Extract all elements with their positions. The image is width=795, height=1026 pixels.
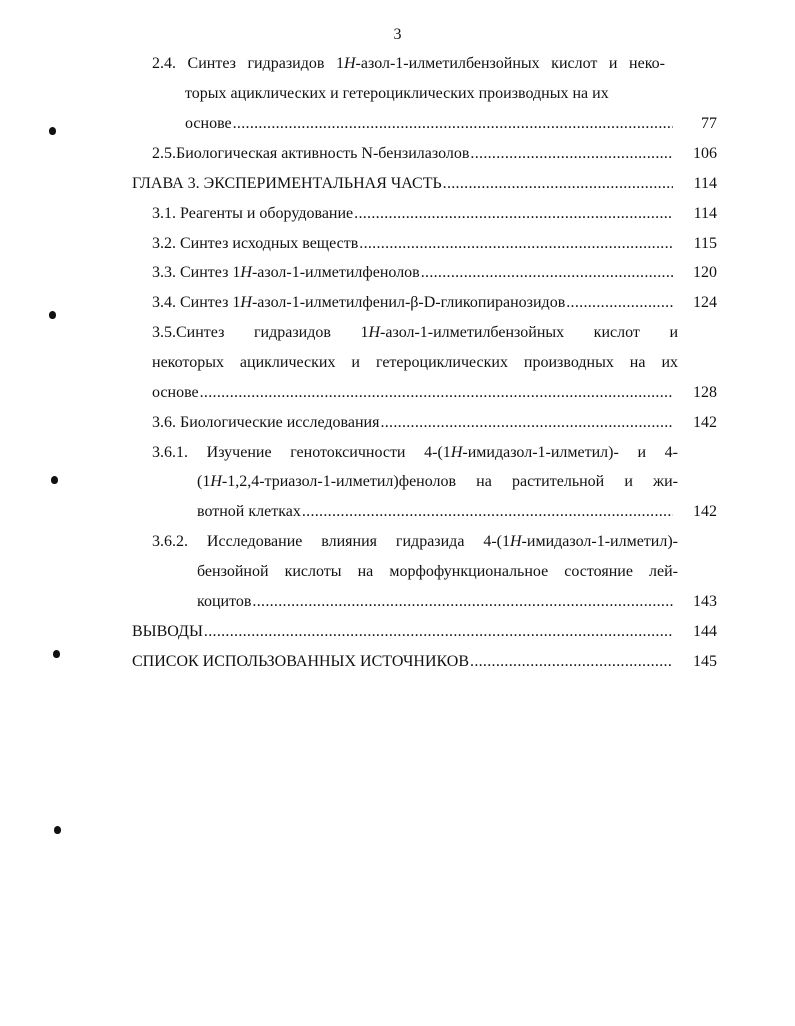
leader-dots <box>443 174 673 194</box>
toc-entry-3-6-1-line2: (1H-1,2,4-триазол-1-илметил)фенолов на растительной и жи- <box>197 473 678 490</box>
toc-page-conclusions: 144 <box>693 623 717 640</box>
toc-entry-3-5-line2: некоторых ациклических и гетероциклических производных на их <box>152 354 678 371</box>
scan-mark <box>49 311 56 319</box>
toc-entry-3-4-text: 3.4. Синтез 1H-азол-1-илметилфенил-β-D-гликопиранозидов <box>152 294 566 311</box>
toc-entry-3-5-line1: 3.5.Синтез гидразидов 1H-азол-1-илметилбензойных кислот и <box>152 324 678 341</box>
toc-page-references: 145 <box>693 653 717 670</box>
toc-chapter-3 <box>132 174 673 194</box>
toc-entry-2-5 <box>152 144 673 164</box>
toc-entry-3-6-2-line2: бензойной кислоты на морфофункциональное состояние лей- <box>197 563 678 580</box>
toc-page-2-5: 106 <box>693 145 717 162</box>
scan-mark <box>53 650 60 658</box>
leader-dots <box>252 592 673 612</box>
leader-dots <box>421 263 673 283</box>
toc-page-chapter-3: 114 <box>693 175 717 192</box>
leader-dots <box>302 502 673 522</box>
toc-conclusions <box>132 622 673 642</box>
toc-entry-3-6 <box>152 413 673 433</box>
toc-page-3-2: 115 <box>693 235 717 252</box>
toc-page-3-6-2: 143 <box>693 593 717 610</box>
toc-entry-3-1 <box>152 204 673 224</box>
toc-entry-3-6-text: 3.6. Биологические исследования <box>152 414 380 431</box>
toc-entry-3-6-2-line1: 3.6.2. Исследование влияния гидразида 4-(1H-имидазол-1-илметил)- <box>152 533 678 550</box>
toc-entry-3-6-1-text: вотной клетках <box>197 503 301 520</box>
toc-entry-3-5-text: основе <box>152 384 199 401</box>
toc-entry-3-3-text: 3.3. Синтез 1H-азол-1-илметилфенолов <box>152 264 420 281</box>
leader-dots <box>470 652 673 672</box>
toc-entry-3-6-1-line3 <box>197 502 673 522</box>
leader-dots <box>200 383 673 403</box>
scan-mark <box>54 826 61 834</box>
toc-chapter-3-text: ГЛАВА 3. ЭКСПЕРИМЕНТАЛЬНАЯ ЧАСТЬ <box>132 175 442 192</box>
toc-page-3-4: 124 <box>693 294 717 311</box>
toc-page-2-4: 77 <box>701 115 717 132</box>
toc-page-3-6: 142 <box>693 414 717 431</box>
toc-entry-3-6-2-text: коцитов <box>197 593 252 610</box>
leader-dots <box>354 204 673 224</box>
toc-entry-3-4 <box>152 293 673 313</box>
toc-page-3-1: 114 <box>693 205 717 222</box>
toc-entry-2-4-line2: торых ациклических и гетероциклических производных на их <box>185 85 609 102</box>
toc-entry-3-5-line3 <box>152 383 673 403</box>
leader-dots <box>359 234 673 254</box>
leader-dots <box>566 293 673 313</box>
toc-entry-3-1-text: 3.1. Реагенты и оборудование <box>152 205 354 222</box>
scan-mark <box>51 476 58 484</box>
toc-references <box>132 652 673 672</box>
toc-page-3-6-1: 142 <box>693 503 717 520</box>
leader-dots <box>233 114 673 134</box>
toc-entry-2-4-line1: 2.4. Синтез гидразидов 1H-азол-1-илметилбензойных кислот и неко- <box>152 55 665 72</box>
leader-dots <box>470 144 673 164</box>
toc-conclusions-text: ВЫВОДЫ <box>132 623 203 640</box>
leader-dots <box>380 413 673 433</box>
toc-entry-2-4-text: основе <box>185 115 232 132</box>
toc-page-3-5: 128 <box>693 384 717 401</box>
page-number: 3 <box>393 26 402 43</box>
toc-entry-3-6-1-line1: 3.6.1. Изучение генотоксичности 4-(1H-имидазол-1-илметил)- и 4- <box>152 444 679 461</box>
leader-dots <box>204 622 673 642</box>
toc-page-3-3: 120 <box>693 264 717 281</box>
toc-entry-3-3 <box>152 263 673 283</box>
scan-mark <box>49 127 56 135</box>
toc-entry-3-2 <box>152 234 673 254</box>
toc-references-text: СПИСОК ИСПОЛЬЗОВАННЫХ ИСТОЧНИКОВ <box>132 653 470 670</box>
toc-entry-3-2-text: 3.2. Синтез исходных веществ <box>152 235 359 252</box>
toc-entry-2-5-text: 2.5.Биологическая активность N-бензилазолов <box>152 145 470 162</box>
toc-entry-2-4-line3 <box>185 114 673 134</box>
toc-entry-3-6-2-line3 <box>197 592 673 612</box>
